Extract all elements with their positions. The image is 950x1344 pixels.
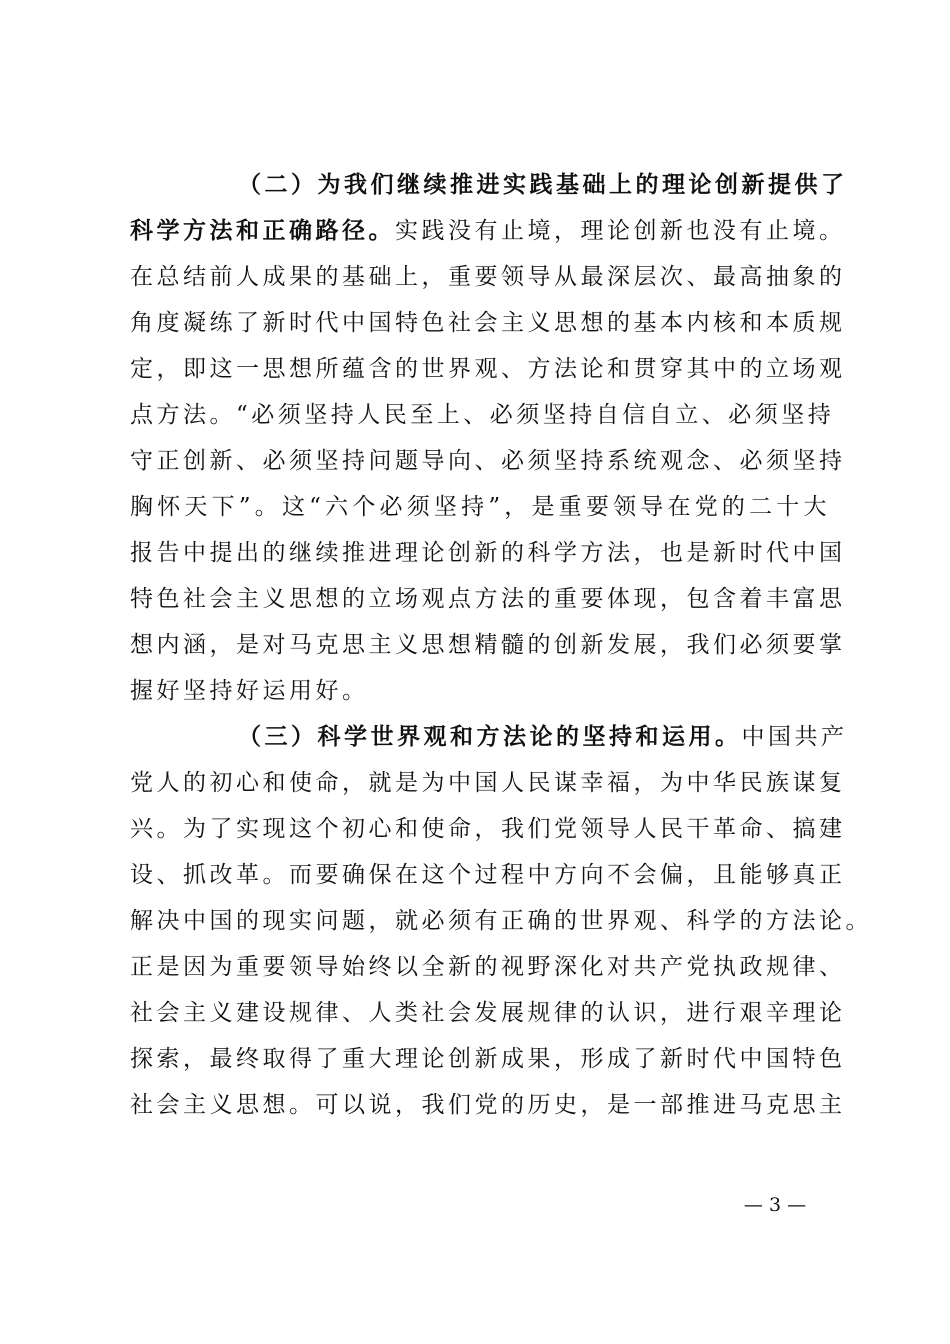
text-line: 守正创新、必须坚持问题导向、必须坚持系统观念、必须坚持 [130,448,846,474]
text-line: 设、抓改革。而要确保在这个过程中方向不会偏，且能够真正 [130,862,846,888]
text-line: 兴。为了实现这个初心和使命，我们党领导人民干革命、搞建 [130,816,846,842]
text-line: 在总结前人成果的基础上，重要领导从最深层次、最高抽象的 [130,264,846,290]
text-line: 科学方法和正确路径。实践没有止境，理论创新也没有止境。 [130,217,846,244]
page-number: — 3 — [743,1194,807,1216]
text-line: （三）科学世界观和方法论的坚持和运用。中国共产 [238,723,848,750]
text-line [238,162,848,208]
text-line: 特色社会主义思想的立场观点方法的重要体现，包含着丰富思 [130,586,846,612]
text-line: 社会主义建设规律、人类社会发展规律的认识，进行艰辛理论 [130,1000,846,1026]
text-line: 社会主义思想。可以说，我们党的历史，是一部推进马克思主 [130,1092,846,1118]
text-line: 角度凝练了新时代中国特色社会主义思想的基本内核和本质规 [130,310,846,336]
heading-three: （三）科学世界观和方法论的坚持和运用。 [238,723,742,750]
text-line: 握好坚持好运用好。 [130,678,369,704]
text-line: 想内涵，是对马克思主义思想精髓的创新发展，我们必须要掌 [130,632,846,658]
text-line: 胸怀天下”。这“六个必须坚持”，是重要领导在党的二十大 [130,494,830,520]
text-line: 报告中提出的继续推进理论创新的科学方法，也是新时代中国 [130,540,846,566]
heading-two: （二）为我们继续推进实践基础上的理论创新提供了 [238,171,848,198]
text-line: 定，即这一思想所蕴含的世界观、方法论和贯穿其中的立场观 [130,356,846,382]
text-line: 正是因为重要领导始终以全新的视野深化对共产党执政规律、 [130,954,846,980]
heading-two-cont: 科学方法和正确路径。 [130,217,395,244]
text-line: 解决中国的现实问题，就必须有正确的世界观、科学的方法论。 [130,908,872,934]
text-line: 党人的初心和使命，就是为中国人民谋幸福，为中华民族谋复 [130,770,846,796]
text-line: 探索，最终取得了重大理论创新成果，形成了新时代中国特色 [130,1046,846,1072]
text-line: 点方法。“必须坚持人民至上、必须坚持自信自立、必须坚持 [130,402,835,428]
